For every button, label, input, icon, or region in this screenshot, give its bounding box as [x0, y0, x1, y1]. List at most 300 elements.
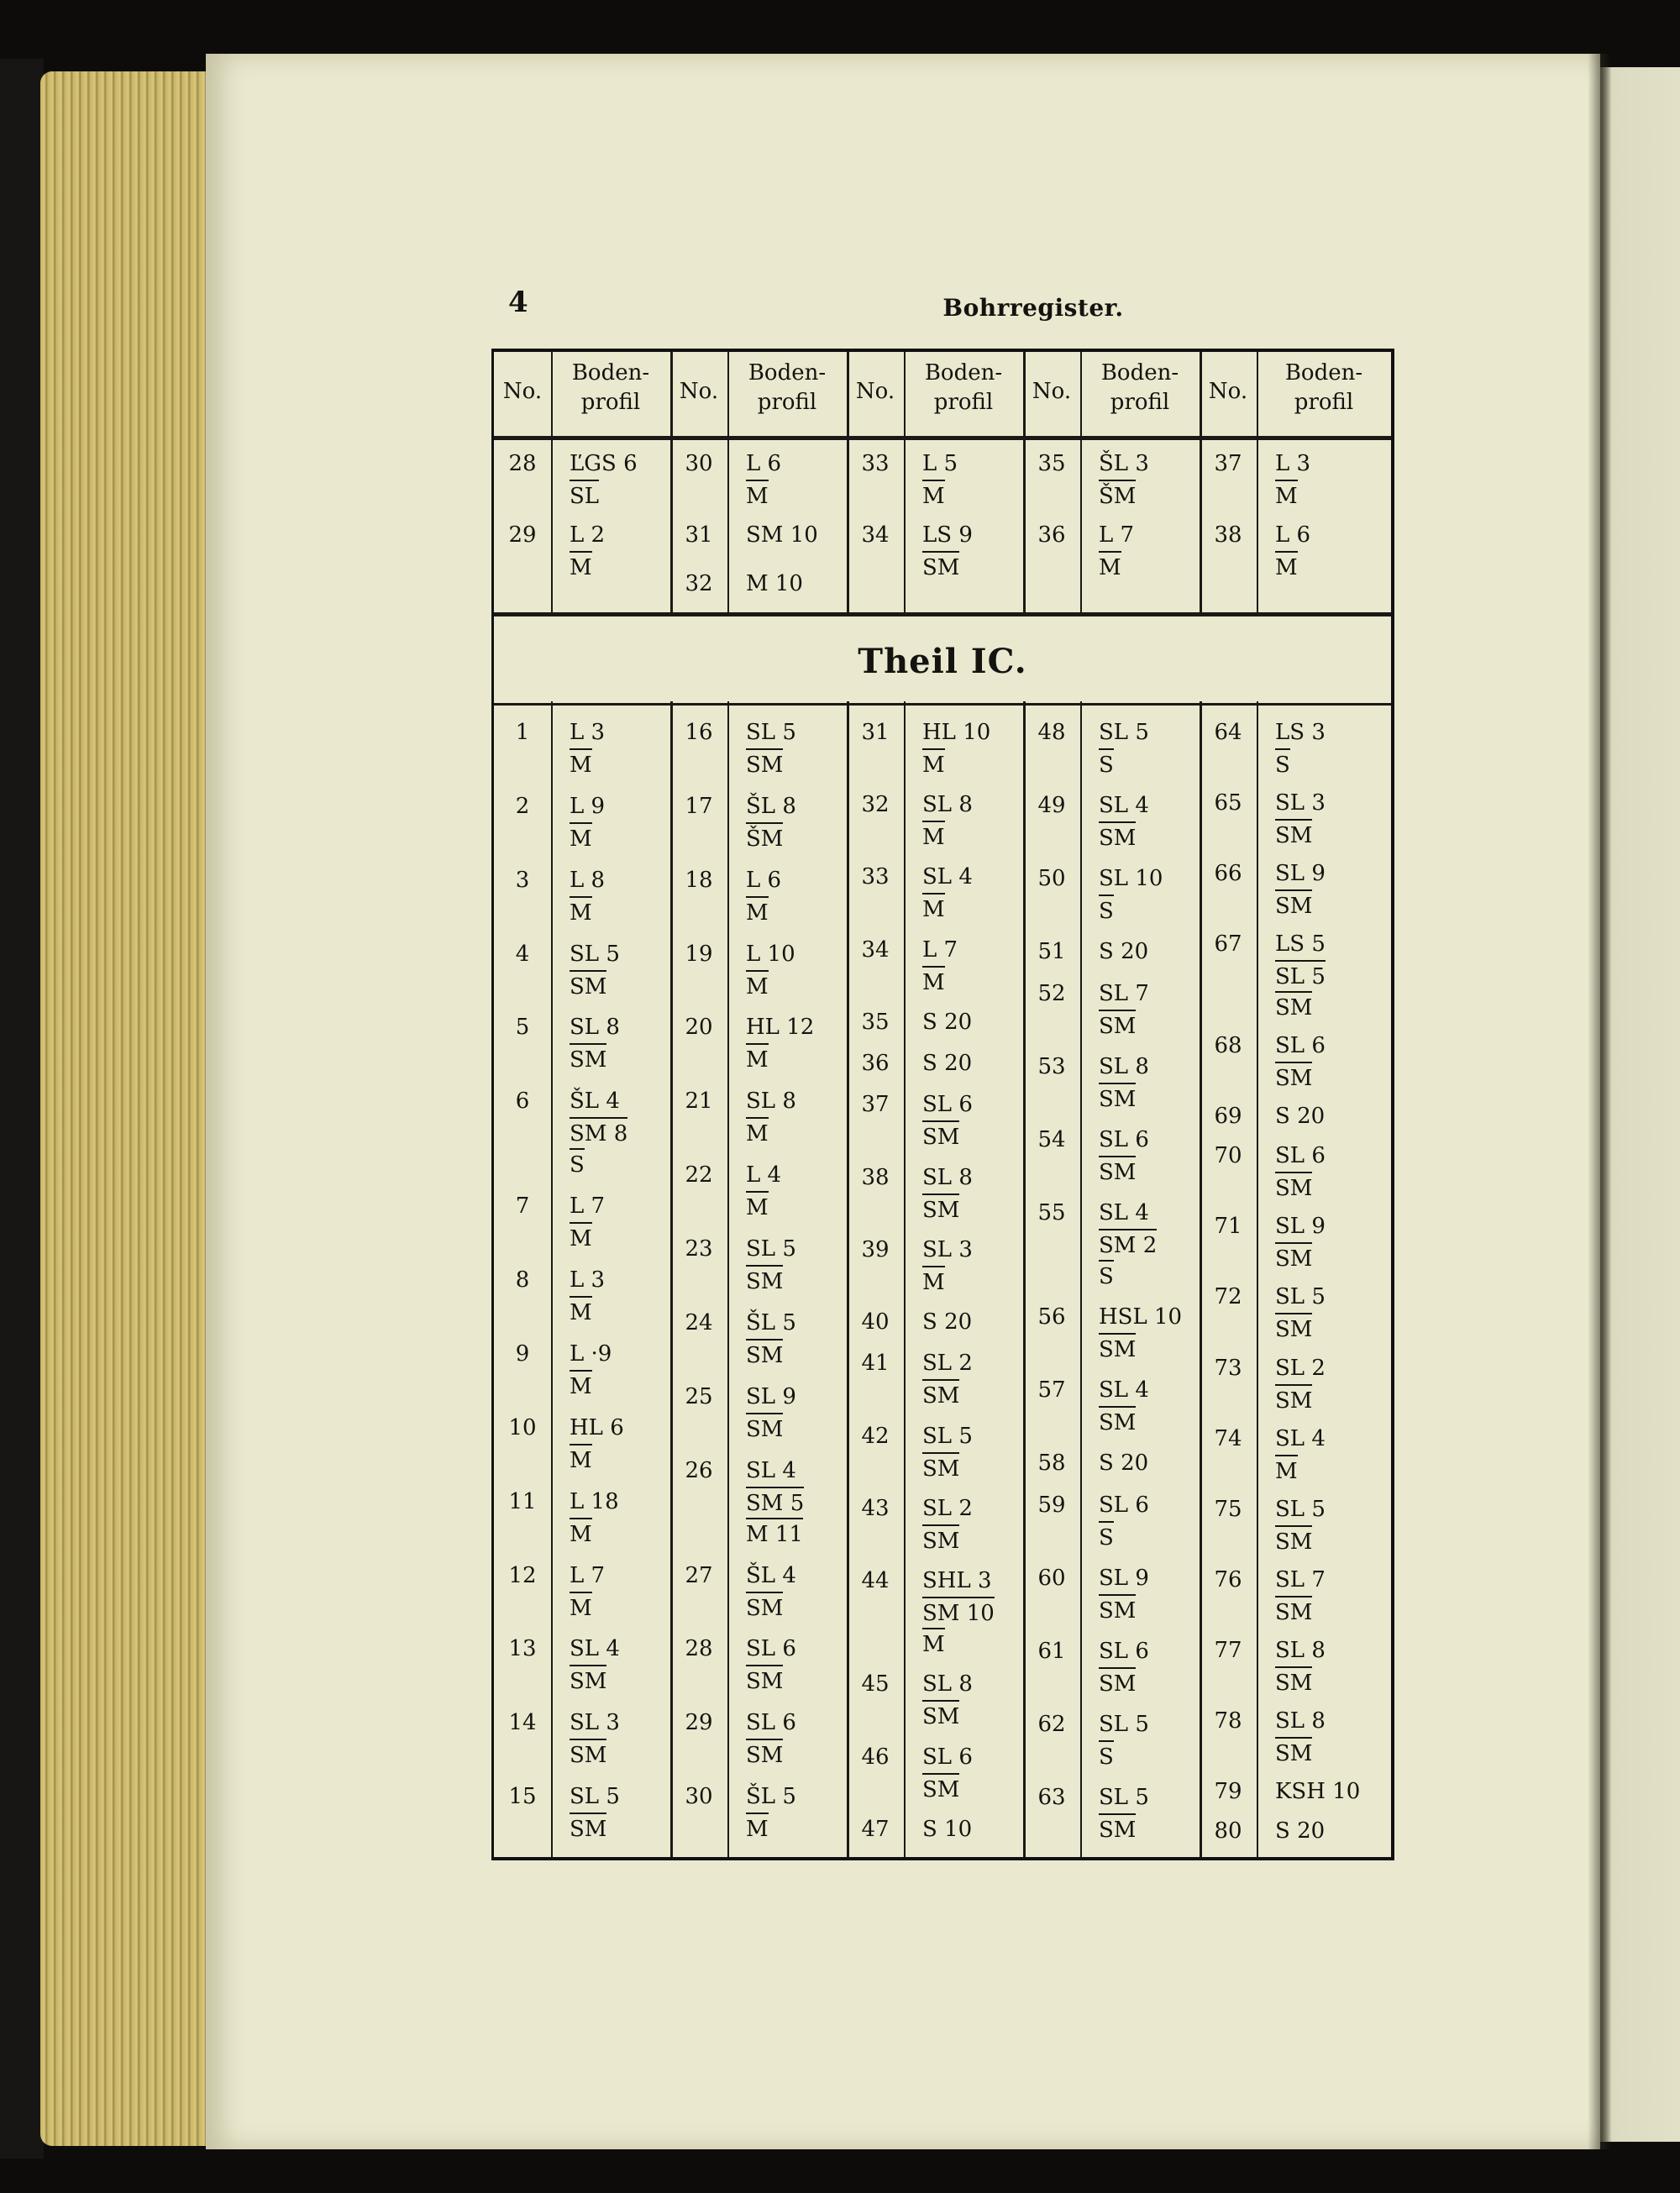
- profile-line: [570, 1561, 679, 1592]
- profile-line: [1099, 1302, 1208, 1333]
- profile-text: SM: [1275, 1313, 1312, 1346]
- profile-line: [746, 717, 855, 748]
- entry-number: 61: [1037, 1639, 1066, 1664]
- entry-number: 25: [685, 1383, 713, 1409]
- profile-text: L 7: [1099, 522, 1135, 548]
- entry-number: 54: [1037, 1127, 1066, 1152]
- entry-profile: [746, 569, 855, 600]
- entry-number: 79: [1214, 1778, 1242, 1804]
- profile-text: SM: [1275, 1737, 1312, 1770]
- entry-number: 46: [861, 1744, 890, 1770]
- profile-text: ŠL 5: [746, 1309, 796, 1335]
- entry-number: 1: [515, 720, 530, 745]
- profile-line: [746, 1708, 855, 1739]
- profile-line: [922, 1452, 1032, 1483]
- profile-text: S: [570, 1148, 585, 1181]
- entry-profile: [746, 1012, 855, 1074]
- profile-line: [1275, 1282, 1384, 1313]
- profile-text: S 20: [1099, 939, 1149, 964]
- profile-text: SM: [922, 1379, 959, 1412]
- profile-line: [922, 1194, 1032, 1225]
- profile-text: SL 5: [922, 1423, 973, 1449]
- profile-text: M: [746, 1813, 769, 1845]
- profile-line: [1275, 717, 1384, 748]
- profile-text: SL 3: [570, 1710, 620, 1736]
- profile-text: SL 10: [1099, 866, 1163, 891]
- entry-profile: [746, 939, 855, 1001]
- profile-line: [922, 551, 1032, 582]
- entry-number: 9: [515, 1340, 530, 1367]
- profile-text: S 10: [922, 1816, 973, 1842]
- header-line: profil: [1110, 390, 1170, 416]
- entry-profile: [1275, 449, 1384, 511]
- entry-number: 41: [861, 1351, 890, 1377]
- profile-line: [746, 939, 855, 970]
- entry-number: 57: [1037, 1377, 1066, 1403]
- entry-profile: [570, 1339, 679, 1401]
- profile-text: SM: [746, 1339, 783, 1372]
- profile-line: [1099, 863, 1208, 895]
- profile-line: [1275, 1706, 1384, 1737]
- entry-profile: [746, 717, 855, 779]
- profile-line: [1099, 1156, 1208, 1187]
- profile-line: [1099, 1667, 1208, 1698]
- profile-text: M: [922, 1266, 945, 1298]
- entry-number: 26: [685, 1457, 713, 1483]
- profile-line: [1275, 819, 1384, 850]
- profile-text: SL 2: [922, 1495, 973, 1521]
- entry-number: 19: [685, 941, 713, 967]
- entry-profile: [1099, 1636, 1208, 1698]
- profile-text: SL 8: [922, 1671, 973, 1697]
- header-line: Boden-: [571, 360, 650, 386]
- entry-profile: [1099, 449, 1208, 511]
- profile-line: [746, 569, 855, 600]
- profile-line: [922, 935, 1032, 966]
- entry-profile: [922, 790, 1032, 852]
- profile-text: ŠM: [746, 822, 783, 855]
- profile-text: M: [1275, 1455, 1298, 1487]
- profile-line: [1275, 1031, 1384, 1062]
- profile-line: [1275, 520, 1384, 551]
- entry-number: 33: [861, 451, 890, 476]
- section-title: Theil IC.: [858, 642, 1027, 681]
- column-header-bodenprofil: [551, 359, 670, 417]
- page-edges: [40, 71, 218, 2146]
- profile-text: ŠL 5: [746, 1784, 796, 1810]
- profile-line: [922, 1524, 1032, 1556]
- profile-text: S: [1099, 748, 1114, 781]
- entry-number: 35: [1037, 451, 1066, 476]
- profile-line: [922, 966, 1032, 997]
- profile-text: M: [746, 896, 769, 929]
- profile-line: [570, 1043, 679, 1074]
- entry-profile: [570, 717, 679, 779]
- entry-profile: [1275, 1776, 1384, 1807]
- profile-text: SL 8: [1275, 1637, 1326, 1663]
- profile-text: S: [1275, 748, 1290, 781]
- profile-line: [1099, 1563, 1208, 1594]
- profile-line: [1275, 1424, 1384, 1455]
- entry-number: 43: [861, 1495, 890, 1521]
- entry-number: 29: [685, 1710, 713, 1736]
- profile-line: [746, 1413, 855, 1444]
- profile-text: SL 5: [1099, 720, 1149, 745]
- profile-text: SM: [746, 1739, 783, 1771]
- profile-text: S: [1099, 1740, 1114, 1773]
- profile-line: [1275, 1353, 1384, 1384]
- profile-line: [1099, 1052, 1208, 1083]
- profile-text: M: [570, 551, 592, 584]
- entry-number: 69: [1214, 1104, 1242, 1130]
- profile-line: [922, 1348, 1032, 1379]
- profile-line: [570, 896, 679, 927]
- entry-number: 37: [861, 1092, 890, 1118]
- profile-line: [1099, 1490, 1208, 1521]
- profile-line: [922, 1307, 1032, 1338]
- entry-profile: [1099, 1490, 1208, 1552]
- profile-text: L 3: [570, 1267, 606, 1293]
- entry-profile: [922, 1007, 1032, 1038]
- entry-number: 45: [861, 1671, 890, 1697]
- entry-number: 12: [508, 1562, 537, 1588]
- entry-number: 23: [685, 1236, 713, 1262]
- profile-text: SL 5: [746, 720, 796, 745]
- profile-line: [746, 1043, 855, 1074]
- entry-number: 29: [508, 522, 537, 548]
- profile-text: SM: [1099, 1083, 1136, 1115]
- profile-line: [1099, 821, 1208, 853]
- entry-profile: [922, 1669, 1032, 1731]
- entry-profile: [1099, 1563, 1208, 1625]
- entry-number: 72: [1214, 1284, 1242, 1310]
- profile-text: SL 4: [1099, 793, 1149, 818]
- profile-text: M: [922, 966, 945, 999]
- profile-line: [1275, 1313, 1384, 1344]
- entry-number: 67: [1214, 931, 1242, 957]
- profile-text: SL 6: [1275, 1033, 1326, 1059]
- profile-line: [922, 1007, 1032, 1038]
- entry-profile: [922, 935, 1032, 997]
- profile-line: [1275, 1525, 1384, 1556]
- entry-number: 18: [685, 867, 713, 893]
- entry-profile: [922, 1421, 1032, 1483]
- profile-line: [922, 1379, 1032, 1410]
- entry-profile: [1275, 858, 1384, 921]
- entry-profile: [746, 1086, 855, 1148]
- profile-text: SM: [922, 1452, 959, 1485]
- profile-text: SM: [922, 1700, 959, 1733]
- profile-text: SM: [922, 1773, 959, 1806]
- entry-profile: [746, 1708, 855, 1770]
- profile-text: SL 9: [1275, 1214, 1326, 1240]
- entry-number: 6: [515, 1089, 530, 1115]
- profile-text: SM 10: [922, 1597, 995, 1629]
- profile-text: L ·9: [570, 1340, 612, 1367]
- entry-number: 64: [1214, 720, 1242, 745]
- profile-line: [746, 970, 855, 1001]
- profile-line: [922, 1421, 1032, 1452]
- entry-profile: [1275, 1031, 1384, 1093]
- entry-profile: [922, 1742, 1032, 1804]
- entry-number: 32: [685, 571, 713, 596]
- entry-number: 68: [1214, 1033, 1242, 1059]
- profile-text: SL 7: [1275, 1566, 1326, 1592]
- profile-text: L 7: [570, 1562, 606, 1588]
- profile-line: [746, 480, 855, 511]
- profile-line: [570, 1191, 679, 1222]
- profile-line: [1099, 978, 1208, 1010]
- profile-line: [922, 480, 1032, 511]
- profile-line: [570, 1444, 679, 1475]
- profile-line: [570, 1086, 679, 1117]
- profile-text: SM: [1275, 1172, 1312, 1204]
- profile-text: SM: [1275, 889, 1312, 922]
- profile-text: M: [570, 748, 592, 781]
- entry-profile: [1099, 1125, 1208, 1187]
- entry-number: 77: [1214, 1637, 1242, 1663]
- entry-number: 48: [1037, 720, 1066, 745]
- entry-number: 60: [1037, 1566, 1066, 1591]
- profile-text: SM: [1275, 1666, 1312, 1699]
- profile-text: SM: [746, 1592, 783, 1624]
- entry-profile: [1275, 929, 1384, 1022]
- profile-line: [1099, 1782, 1208, 1813]
- profile-line: [922, 1048, 1032, 1079]
- profile-line: [922, 1773, 1032, 1804]
- column-header-no: No.: [679, 379, 719, 404]
- entry-profile: [746, 1456, 855, 1549]
- entry-number: 63: [1037, 1785, 1066, 1810]
- profile-text: L 7: [570, 1194, 606, 1220]
- profile-text: LS 5: [1275, 931, 1326, 957]
- profile-line: [570, 1222, 679, 1253]
- profile-line: [1275, 1494, 1384, 1525]
- entry-number: 70: [1214, 1143, 1242, 1169]
- profile-text: SM: [746, 1413, 783, 1445]
- profile-line: [746, 1592, 855, 1623]
- profile-line: [1099, 1260, 1208, 1291]
- profile-text: M: [922, 480, 945, 512]
- profile-line: [746, 1234, 855, 1265]
- profile-text: LS 3: [1275, 720, 1326, 745]
- profile-text: SM 5: [746, 1487, 804, 1519]
- header-line: profil: [580, 390, 641, 416]
- book-spine: [0, 59, 44, 2159]
- entry-number: 51: [1037, 939, 1066, 964]
- profile-line: [570, 1813, 679, 1844]
- header-line: profil: [757, 390, 817, 416]
- profile-text: SL 5: [1275, 960, 1326, 993]
- profile-line: [922, 1162, 1032, 1194]
- profile-text: ŠL 4: [570, 1089, 620, 1115]
- profile-text: SL 4: [1275, 1425, 1326, 1451]
- profile-line: [1275, 1384, 1384, 1415]
- profile-text: SL 4: [746, 1457, 796, 1483]
- profile-text: SM: [1099, 1010, 1136, 1042]
- profile-line: [1275, 1635, 1384, 1666]
- profile-text: L 18: [570, 1488, 619, 1514]
- profile-text: M: [570, 896, 592, 929]
- profile-line: [922, 821, 1032, 852]
- entry-profile: [1275, 1706, 1384, 1768]
- profile-text: SM: [1099, 821, 1136, 854]
- profile-line: [746, 1456, 855, 1487]
- entry-number: 40: [861, 1309, 890, 1335]
- profile-line: [746, 1739, 855, 1770]
- profile-line: [1099, 1229, 1208, 1260]
- profile-text: SL 8: [922, 1164, 973, 1190]
- entry-number: 42: [861, 1423, 890, 1449]
- profile-text: HL 12: [746, 1015, 815, 1041]
- profile-line: [746, 520, 855, 551]
- entry-profile: [922, 1235, 1032, 1297]
- profile-text: M: [922, 893, 945, 926]
- profile-text: SL 4: [570, 1636, 620, 1662]
- profile-line: [746, 1813, 855, 1844]
- profile-text: SL 6: [922, 1092, 973, 1118]
- profile-text: M 10: [746, 571, 803, 596]
- entry-number: 65: [1214, 790, 1242, 816]
- profile-text: KSH 10: [1275, 1778, 1361, 1804]
- entry-number: 34: [861, 936, 890, 963]
- profile-line: [1275, 960, 1384, 991]
- profile-text: SL 9: [746, 1383, 796, 1409]
- profile-line: [1099, 520, 1208, 551]
- entry-number: 3: [515, 867, 530, 893]
- profile-text: SM 8: [570, 1117, 627, 1150]
- entry-profile: [746, 1634, 855, 1696]
- profile-line: [1099, 1813, 1208, 1844]
- column-header-no: No.: [855, 379, 895, 404]
- profile-text: SM: [1275, 1242, 1312, 1275]
- profile-line: [570, 480, 679, 511]
- profile-line: [570, 1148, 679, 1179]
- entry-profile: [1099, 1052, 1208, 1114]
- table-vline: [1257, 352, 1258, 1857]
- profile-text: SM: [570, 1043, 606, 1076]
- profile-line: [1099, 717, 1208, 748]
- entry-number: 75: [1214, 1496, 1242, 1522]
- profile-text: SL 5: [1099, 1785, 1149, 1810]
- entry-number: 21: [685, 1089, 713, 1115]
- entry-profile: [1099, 1782, 1208, 1844]
- entry-profile: [570, 791, 679, 853]
- profile-text: SM 2: [1099, 1229, 1157, 1262]
- profile-line: [1099, 1636, 1208, 1667]
- profile-line: [1275, 1816, 1384, 1847]
- entry-number: 20: [685, 1015, 713, 1041]
- profile-text: SL 5: [746, 1236, 796, 1262]
- profile-text: SM: [570, 1665, 606, 1697]
- profile-text: SM: [922, 1524, 959, 1557]
- profile-line: [570, 822, 679, 853]
- profile-line: [1099, 1375, 1208, 1406]
- profile-line: [1275, 991, 1384, 1022]
- profile-text: L 9: [570, 793, 606, 819]
- profile-line: [746, 1518, 855, 1549]
- profile-line: [746, 865, 855, 896]
- profile-text: S 20: [922, 1009, 973, 1035]
- profile-line: [570, 1012, 679, 1043]
- profile-line: [1275, 1737, 1384, 1768]
- profile-text: LS 9: [922, 522, 973, 548]
- entry-profile: [570, 1561, 679, 1623]
- profile-line: [1275, 858, 1384, 889]
- profile-text: SM: [1275, 1596, 1312, 1629]
- entry-number: 59: [1037, 1493, 1066, 1518]
- profile-text: SL 8: [922, 792, 973, 818]
- profile-text: HL 10: [922, 720, 991, 745]
- profile-text: M: [1275, 480, 1298, 512]
- entry-number: 27: [685, 1562, 713, 1588]
- profile-text: SM: [1275, 819, 1312, 852]
- profile-text: SM: [1099, 1333, 1136, 1366]
- profile-line: [746, 1265, 855, 1296]
- profile-text: SM: [922, 551, 959, 584]
- entry-profile: [570, 449, 679, 511]
- entry-profile: [1099, 1198, 1208, 1291]
- profile-line: [1275, 480, 1384, 511]
- table-vline: [1080, 352, 1082, 1857]
- profile-line: [922, 1628, 1032, 1659]
- entry-number: 58: [1037, 1451, 1066, 1476]
- profile-line: [746, 1308, 855, 1339]
- entry-number: 13: [508, 1636, 537, 1662]
- profile-line: [1099, 1594, 1208, 1625]
- entry-profile: [922, 1493, 1032, 1556]
- profile-text: SL: [570, 480, 599, 512]
- bohrregister-table: [491, 349, 1394, 1860]
- profile-line: [1099, 1083, 1208, 1114]
- entry-profile: [1275, 1353, 1384, 1415]
- profile-line: [1099, 895, 1208, 926]
- profile-line: [1275, 748, 1384, 779]
- profile-text: SL 7: [1099, 981, 1149, 1006]
- entry-profile: [1099, 1375, 1208, 1437]
- entry-profile: [746, 520, 855, 551]
- profile-line: [922, 1597, 1032, 1628]
- entry-profile: [570, 1781, 679, 1844]
- profile-text: SL 4: [922, 864, 973, 890]
- entry-number: 16: [685, 720, 713, 745]
- entry-number: 55: [1037, 1200, 1066, 1225]
- profile-line: [922, 449, 1032, 480]
- profile-text: SHL 3: [922, 1568, 992, 1594]
- entry-profile: [922, 1566, 1032, 1659]
- profile-text: M: [746, 1191, 769, 1224]
- table-vline: [551, 352, 553, 1857]
- profile-text: SM: [746, 748, 783, 781]
- entry-profile: [1275, 1565, 1384, 1627]
- entry-number: 35: [861, 1009, 890, 1035]
- profile-text: SL 5: [570, 941, 620, 967]
- entry-profile: [570, 1487, 679, 1549]
- profile-line: [746, 822, 855, 853]
- profile-line: [1099, 1709, 1208, 1740]
- entry-profile: [922, 1089, 1032, 1152]
- entry-profile: [570, 1012, 679, 1074]
- profile-line: [1275, 1565, 1384, 1596]
- entry-profile: [746, 1561, 855, 1623]
- entry-profile: [746, 449, 855, 511]
- profile-text: M: [570, 1444, 592, 1477]
- section-rule-bottom: [494, 703, 1391, 706]
- entry-number: 30: [685, 1784, 713, 1810]
- entry-number: 15: [508, 1784, 537, 1810]
- entry-profile: [570, 1086, 679, 1179]
- profile-line: [746, 1117, 855, 1148]
